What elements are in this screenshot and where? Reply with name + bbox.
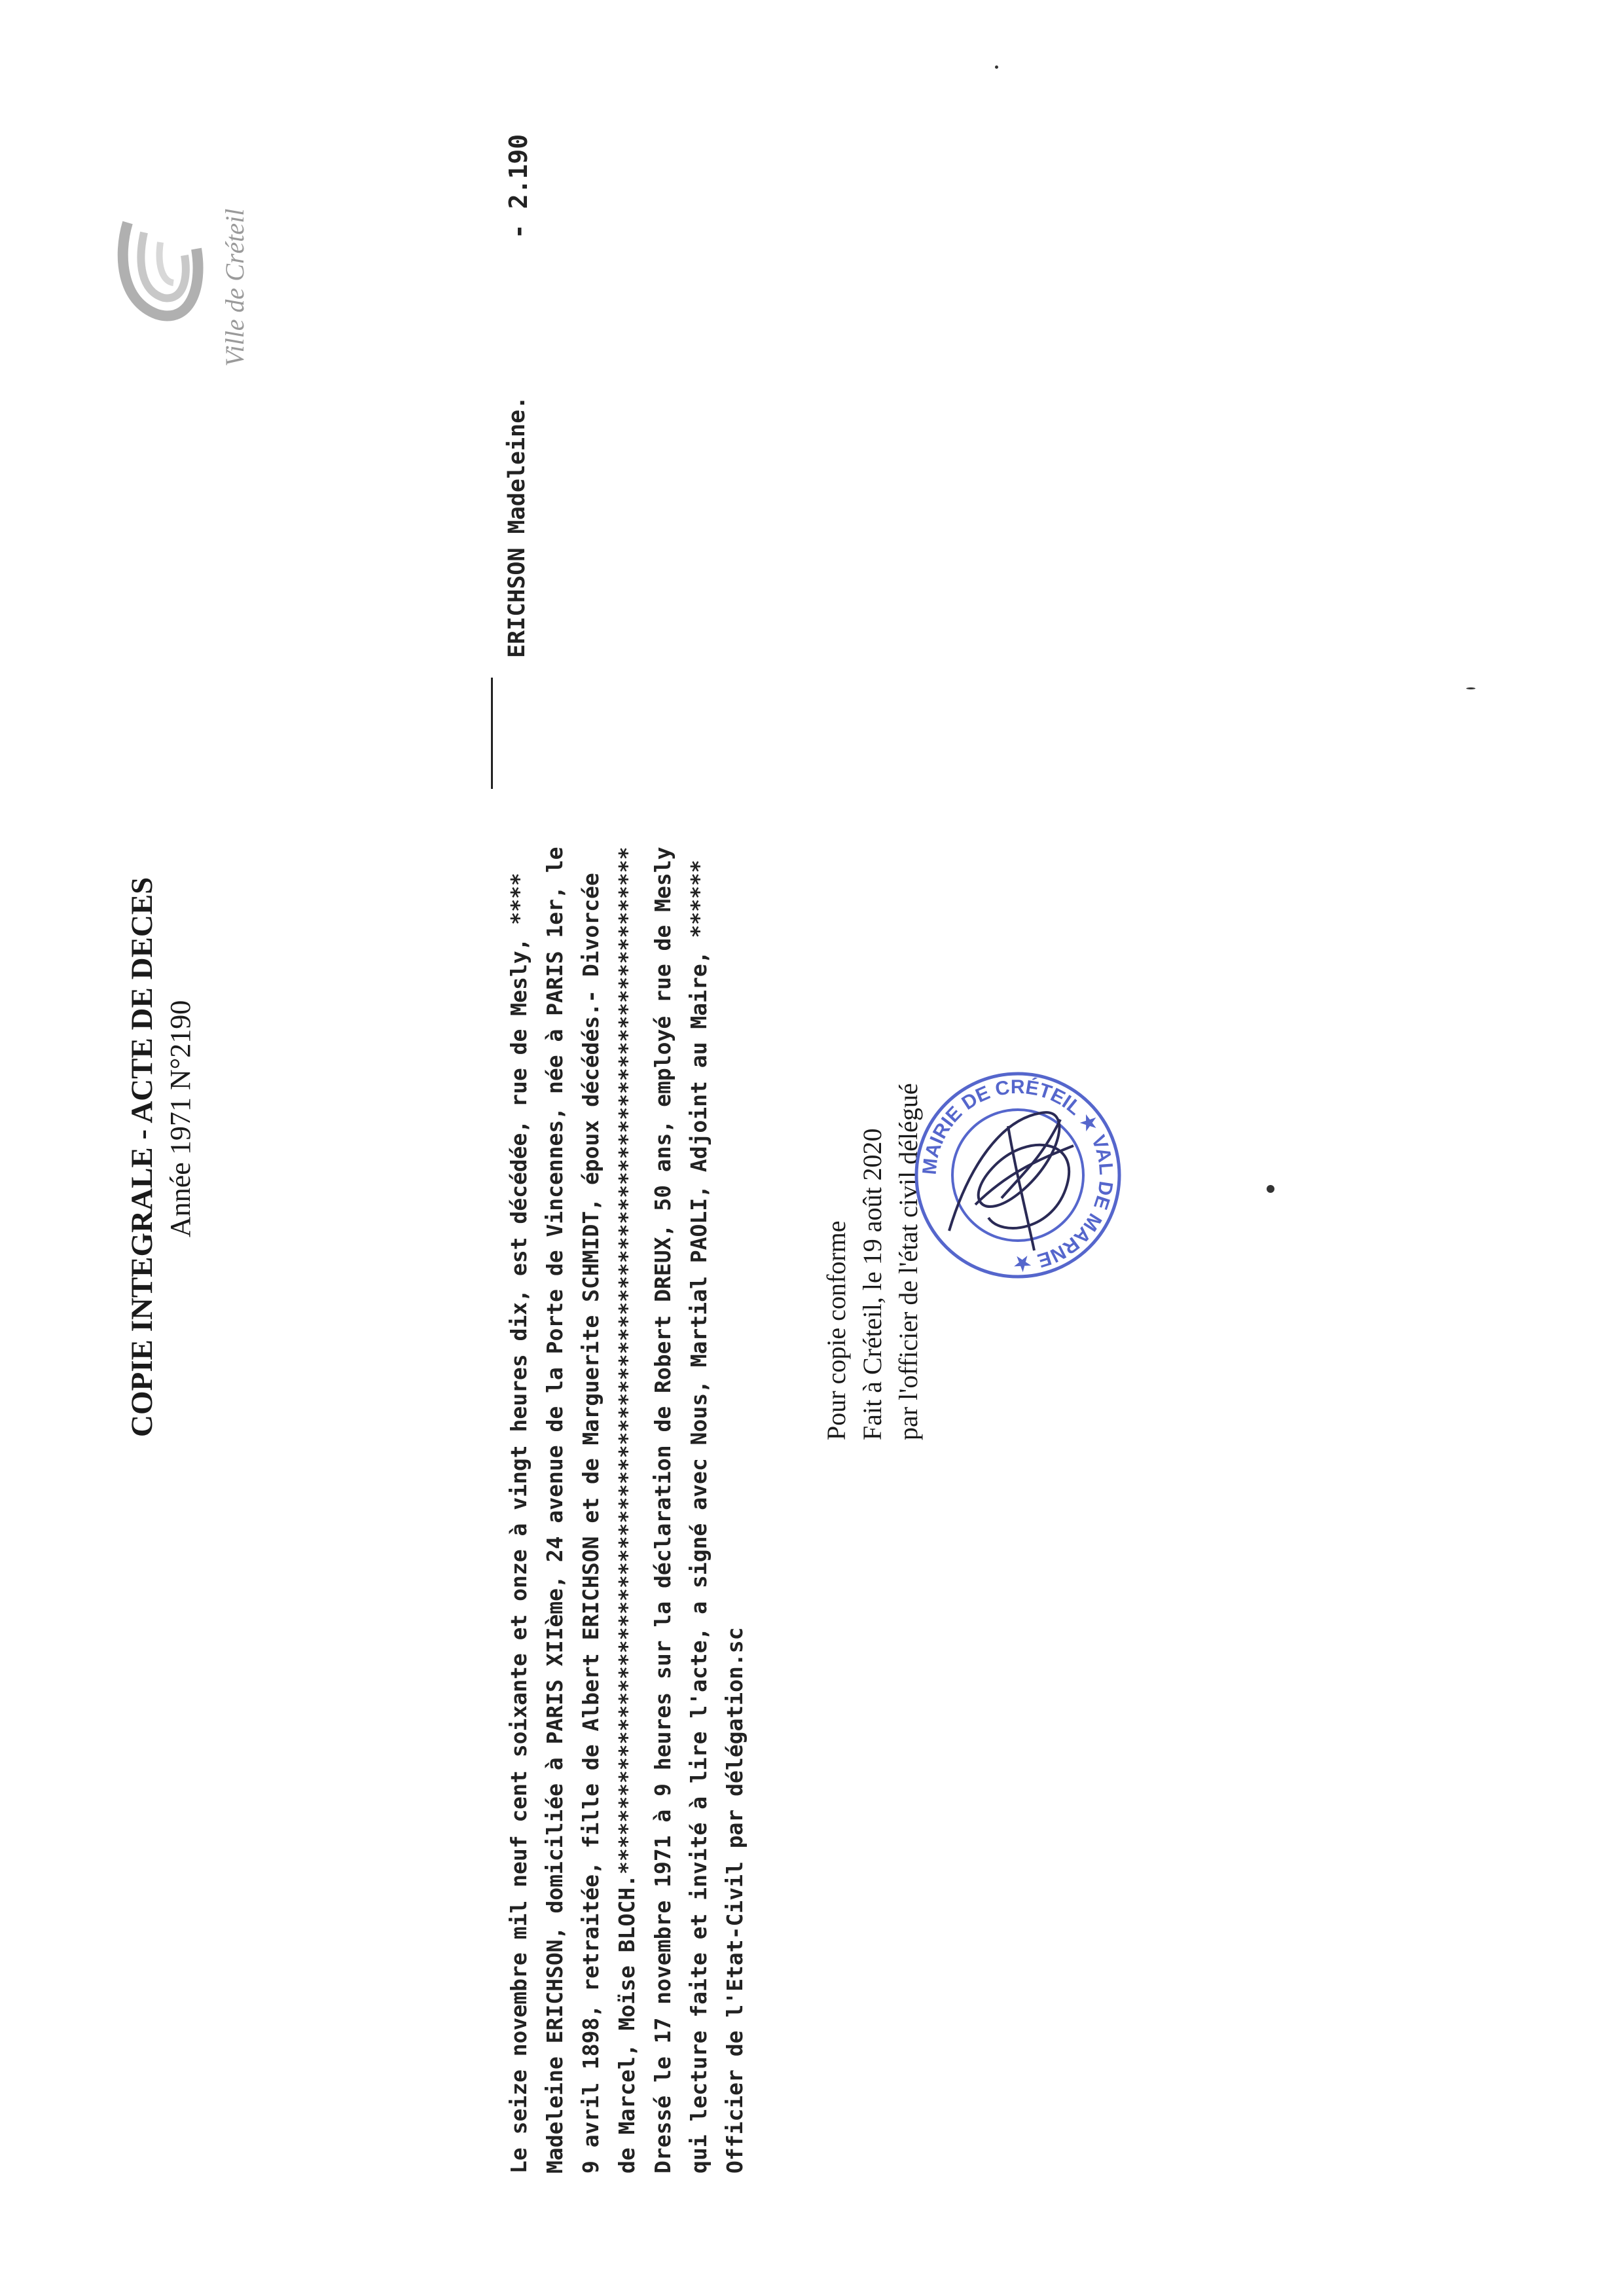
paper-speck [1267,1185,1274,1193]
city-logo-text: Ville de Créteil [220,208,249,367]
document-title: COPIE INTEGRALE - ACTE DE DECES [125,877,159,1437]
paper-speck [995,65,998,69]
act-body-line: Madeleine ERICHSON, domiciliée à PARIS XIIème, 24 avenue de la Porte de Vincennes, née à PARIS 1er, le [542,847,568,2174]
certification-line: Pour copie conforme [821,1220,851,1440]
stamp-text: MAIRIE DE CRÉTEIL ★ VAL DE MARNE ★ [918,1076,1117,1275]
official-stamp [910,1067,1126,1283]
certification-line: Fait à Créteil, le 19 août 2020 [857,1128,887,1440]
certification-line: par l'officier de l'état civil délégué [893,1083,923,1440]
act-body-line: Le seize novembre mil neuf cent soixante et onze à vingt heures dix, est décédée, rue de Mesly, **** [506,873,532,2174]
document-year-number: Année 1971 N°2190 [164,1000,196,1237]
paper-speck [1466,687,1475,689]
city-logo-icon [105,210,216,340]
act-body-line: Dressé le 17 novembre 1971 à 9 heures sur la déclaration de Robert DREUX, 50 ans, employé rue de Mesly [650,847,676,2174]
act-body-line: qui lecture faite et invité à lire l'acte, a signé avec Nous, Martial PAOLI, Adjoint au Maire, ****** [686,860,712,2174]
margin-divider [491,678,493,789]
act-body-line: 9 avril 1898, retraitée, fille de Albert ERICHSON et de Marguerite SCHMIDT, époux décédés.- Divorcée [578,873,604,2174]
act-body-line: de Marcel, Moïse BLOCH.******************************************************************************* [614,847,640,2174]
deceased-name-margin: ERICHSON Madeleine. [504,395,530,658]
act-number: - 2.190 [504,134,533,239]
act-body [501,668,753,2174]
act-body-line: Officier de l'Etat-Civil par délégation.sc [722,1627,748,2174]
